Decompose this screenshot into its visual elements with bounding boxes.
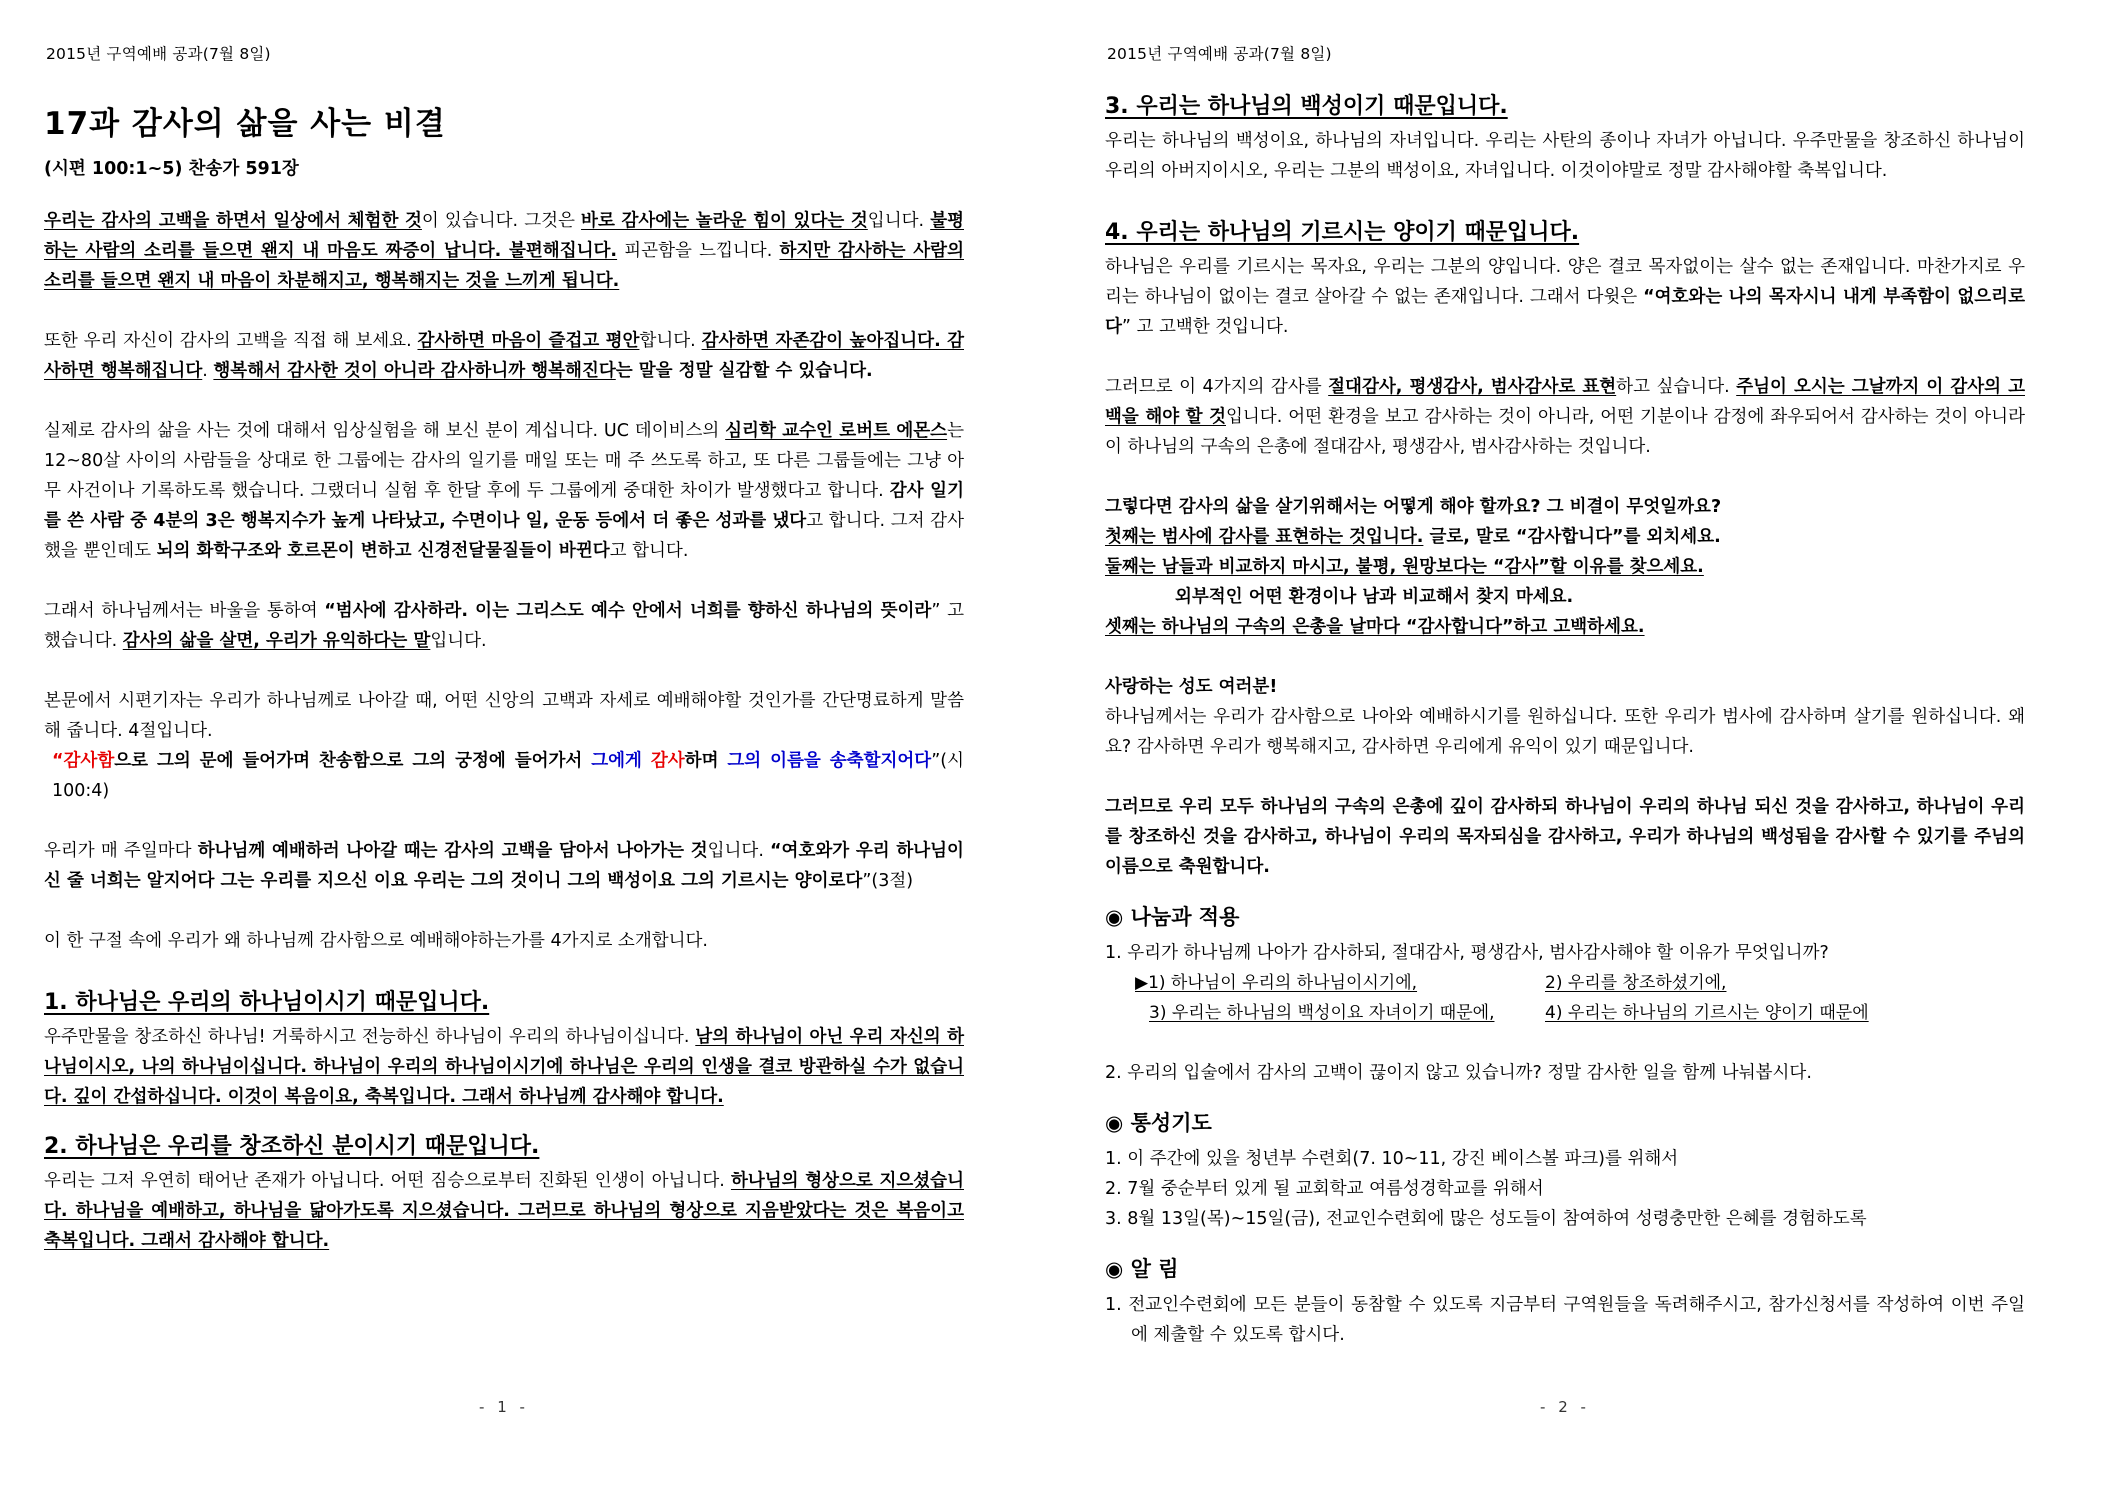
paragraph-four-reasons: 이 한 구절 속에 우리가 왜 하나님께 감사함으로 예배해야하는가를 4가지로 소개합니다. bbox=[44, 931, 708, 951]
prayer-heading: ◉ 통성기도 bbox=[1105, 1111, 1212, 1135]
page-number: - 1 - bbox=[479, 1398, 529, 1416]
sharing-question-1: 1. 우리가 하나님께 나아가 감사하되, 절대감사, 평생감사, 범사감사해야 할 이유가 무엇입니까? bbox=[1105, 943, 1829, 963]
closing-blessing: 그러므로 우리 모두 하나님의 구속의 은총에 깊이 감사하되 하나님이 우리의 하나님 되신 것을 감사하고, 하나님이 우리를 창조하신 것을 감사하고, 하나님이 우리의 목자되심을 감사하고, 우리가 하나님의 백성됨을 감사할 수 있기를 주님의 이름으로 축원합니다. bbox=[1105, 797, 2025, 877]
paragraph-self-confession: 또한 우리 자신이 감사의 고백을 직접 해 보세요. 감사하면 마음이 즐겁고 평안합니다. 감사하면 자존감이 높아집니다. 감사하면 행복해집니다. 행복해서 감사한 것이 아니라 감사하니까 행복해진다는 말을 정말 실감할 수 있습니다. bbox=[44, 331, 964, 381]
paragraph-psalmist: 본문에서 시편기자는 우리가 하나님께로 나아갈 때, 어떤 신앙의 고백과 자세로 예배해야할 것인가를 간단명료하게 말씀해 줍니다. 4절입니다. bbox=[44, 691, 964, 741]
section-2-text: 우리는 그저 우연히 태어난 존재가 아닙니다. 어떤 짐승으로부터 진화된 인생이 아닙니다. 하나님의 형상으로 지으셨습니다. 하나님을 예배하고, 하나님을 닮아가도록 지으셨습니다. 그러므로 하나님의 형상으로 지음받았다는 것은 복음이고 축복입니다. 그래서 감사해야 합니다. bbox=[44, 1171, 964, 1251]
paragraph-four-thanks: 그러므로 이 4가지의 감사를 절대감사, 평생감사, 범사감사로 표현하고 싶습니다. 주님이 오시는 그날까지 이 감사의 고백을 해야 할 것입니다. 어떤 환경을 보고 감사하는 것이 아니라, 어떤 기분이나 감정에 좌우되어서 감사하는 것이 아니라 이 하나님의 구속의 은총에 절대감사, 평생감사, 범사감사하는 것입니다. bbox=[1105, 377, 2025, 457]
section-1-text: 우주만물을 창조하신 하나님! 거룩하시고 전능하신 하나님이 우리의 하나님이십니다. 남의 하나님이 아닌 우리 자신의 하나님이시오, 나의 하나님이십니다. 하나님이 우리의 하나님이시기에 하나님은 우리의 인생을 결코 방관하실 수가 없습니다. 깊이 간섭하십니다. 이것이 복음이요, 축복입니다. 그래서 하나님께 감사해야 합니다. bbox=[44, 1027, 964, 1107]
paragraph-sunday-worship: 우리가 매 주일마다 하나님께 예배하러 나아갈 때는 감사의 고백을 담아서 나아가는 것입니다. “여호와가 우리 하나님이신 줄 너희는 알지어다 그는 우리를 지으신 이요 우리는 그의 것이니 그의 백성이요 그의 기르시는 양이로다”(3절) bbox=[44, 841, 964, 891]
section-heading-2: 2. 하나님은 우리를 창조하신 분이시기 때문입니다. bbox=[44, 1134, 540, 1159]
page-number: - 2 - bbox=[1540, 1398, 1590, 1416]
sharing-answer-row-1: ▶1) 하나님이 우리의 하나님이시기에, 2) 우리를 창조하셨기에, bbox=[1135, 973, 1727, 993]
page-header: 2015년 구역예배 공과(7월 8일) bbox=[46, 45, 271, 63]
prayer-item: 3. 8월 13일(목)~15일(금), 전교인수련회에 많은 성도들이 참여하여 성령충만한 은혜를 경험하도록 bbox=[1105, 1209, 1867, 1229]
lesson-title: 17과 감사의 삶을 사는 비결 bbox=[44, 106, 446, 142]
paragraph-experiment: 실제로 감사의 삶을 사는 것에 대해서 임상실험을 해 보신 분이 계십니다. UC 데이비스의 심리학 교수인 로버트 에몬스는 12~80살 사이의 사람들을 상대로 한 그룹에는 감사의 일기를 매일 또는 매 주 쓰도록 하고, 또 다른 그룹들에는 그냥 아무 사건이나 기록하도록 했습니다. 그랬더니 실험 후 한달 후에 두 그룹에게 중대한 차이가 발생했다고 합니다. 감사 일기를 쓴 사람 중 4분의 3은 행복지수가 높게 나타났고, 수면이나 일, 운동 등에서 더 좋은 성과를 냈다고 합니다. 그저 감사했을 뿐인데도 뇌의 화학구조와 호르몬이 변하고 신경전달물질들이 바뀐다고 합니다. bbox=[44, 421, 964, 561]
section-heading-1: 1. 하나님은 우리의 하나님이시기 때문입니다. bbox=[44, 990, 490, 1015]
prayer-item: 2. 7월 중순부터 있게 될 교회학교 여름성경학교를 위해서 bbox=[1105, 1179, 1544, 1199]
sharing-question-2: 2. 우리의 입술에서 감사의 고백이 끊이지 않고 있습니까? 정말 감사한 일을 함께 나눠봅시다. bbox=[1105, 1063, 1812, 1083]
section-heading-3: 3. 우리는 하나님의 백성이기 때문입니다. bbox=[1105, 94, 1508, 119]
secret-second: 둘째는 남들과 비교하지 마시고, 불평, 원망보다는 “감사”할 이유를 찾으세요. bbox=[1105, 557, 1704, 577]
paragraph-paul: 그래서 하나님께서는 바울을 통하여 “범사에 감사하라. 이는 그리스도 예수 안에서 너희를 향하신 하나님의 뜻이라” 고 했습니다. 감사의 삶을 살면, 우리가 유익하다는 말입니다. bbox=[44, 601, 964, 651]
page-header: 2015년 구역예배 공과(7월 8일) bbox=[1107, 45, 1332, 63]
notice-heading: ◉ 알 림 bbox=[1105, 1257, 1179, 1281]
section-4-text: 하나님은 우리를 기르시는 목자요, 우리는 그분의 양입니다. 양은 결코 목자없이는 살수 없는 존재입니다. 마찬가지로 우리는 하나님이 없이는 결코 살아갈 수 없는 존재입니다. 그래서 다윗은 “여호와는 나의 목자시니 내게 부족함이 없으리로다” 고 고백한 것입니다. bbox=[1105, 257, 2025, 337]
lesson-subtitle: (시편 100:1~5) 찬송가 591장 bbox=[44, 159, 299, 179]
secret-second-detail: 외부적인 어떤 환경이나 남과 비교해서 찾지 마세요. bbox=[1175, 587, 1574, 607]
intro-paragraph: 우리는 감사의 고백을 하면서 일상에서 체험한 것이 있습니다. 그것은 바로 감사에는 놀라운 힘이 있다는 것입니다. 불평하는 사람의 소리를 들으면 왠지 내 마음도 짜증이 납니다. 불편해집니다. 피곤함을 느낍니다. 하지만 감사하는 사람의 소리를 들으면 왠지 내 마음이 차분해지고, 행복해지는 것을 느끼게 됩니다. bbox=[44, 211, 964, 291]
prayer-list bbox=[1105, 1144, 2025, 1234]
page-body bbox=[1105, 90, 2025, 1350]
sharing-heading: ◉ 나눔과 적용 bbox=[1105, 905, 1240, 929]
page-1 bbox=[44, 0, 964, 1488]
page-body bbox=[44, 102, 964, 1256]
secret-question: 그렇다면 감사의 삶을 살기위해서는 어떻게 해야 할까요? 그 비결이 무엇일까요? bbox=[1105, 497, 1722, 517]
beloved-text: 하나님께서는 우리가 감사함으로 나아와 예배하시기를 원하십니다. 또한 우리가 범사에 감사하며 살기를 원하십니다. 왜요? 감사하면 우리가 행복해지고, 감사하면 우리에게 유익이 있기 때문입니다. bbox=[1105, 707, 2025, 757]
section-heading-4: 4. 우리는 하나님의 기르시는 양이기 때문입니다. bbox=[1105, 220, 1580, 245]
section-3-text: 우리는 하나님의 백성이요, 하나님의 자녀입니다. 우리는 사탄의 종이나 자녀가 아닙니다. 우주만물을 창조하신 하나님이 우리의 아버지이시오, 우리는 그분의 백성이요, 자녀입니다. 이것이야말로 정말 감사해야할 축복입니다. bbox=[1105, 131, 2025, 181]
page-2 bbox=[1105, 0, 2025, 1488]
prayer-item: 1. 이 주간에 있을 청년부 수련회(7. 10~11, 강진 베이스볼 파크)를 위해서 bbox=[1105, 1149, 1679, 1169]
beloved-heading: 사랑하는 성도 여러분! bbox=[1105, 677, 1278, 697]
verse-quote-4: “감사함으로 그의 문에 들어가며 찬송함으로 그의 궁정에 들어가서 그에게 감사하며 그의 이름을 송축할지어다”(시100:4) bbox=[52, 751, 964, 801]
notice-item: 1. 전교인수련회에 모든 분들이 동참할 수 있도록 지금부터 구역원들을 독려해주시고, 참가신청서를 작성하여 이번 주일에 제출할 수 있도록 합시다. bbox=[1105, 1295, 2025, 1345]
secret-first: 첫째는 범사에 감사를 표현하는 것입니다. 글로, 말로 “감사합니다”를 외치세요. bbox=[1105, 527, 1721, 547]
sharing-answer-row-2: 3) 우리는 하나님의 백성이요 자녀이기 때문에, 4) 우리는 하나님의 기르시는 양이기 때문에 bbox=[1149, 1003, 1869, 1023]
secret-third: 셋째는 하나님의 구속의 은총을 날마다 “감사합니다”하고 고백하세요. bbox=[1105, 617, 1645, 637]
